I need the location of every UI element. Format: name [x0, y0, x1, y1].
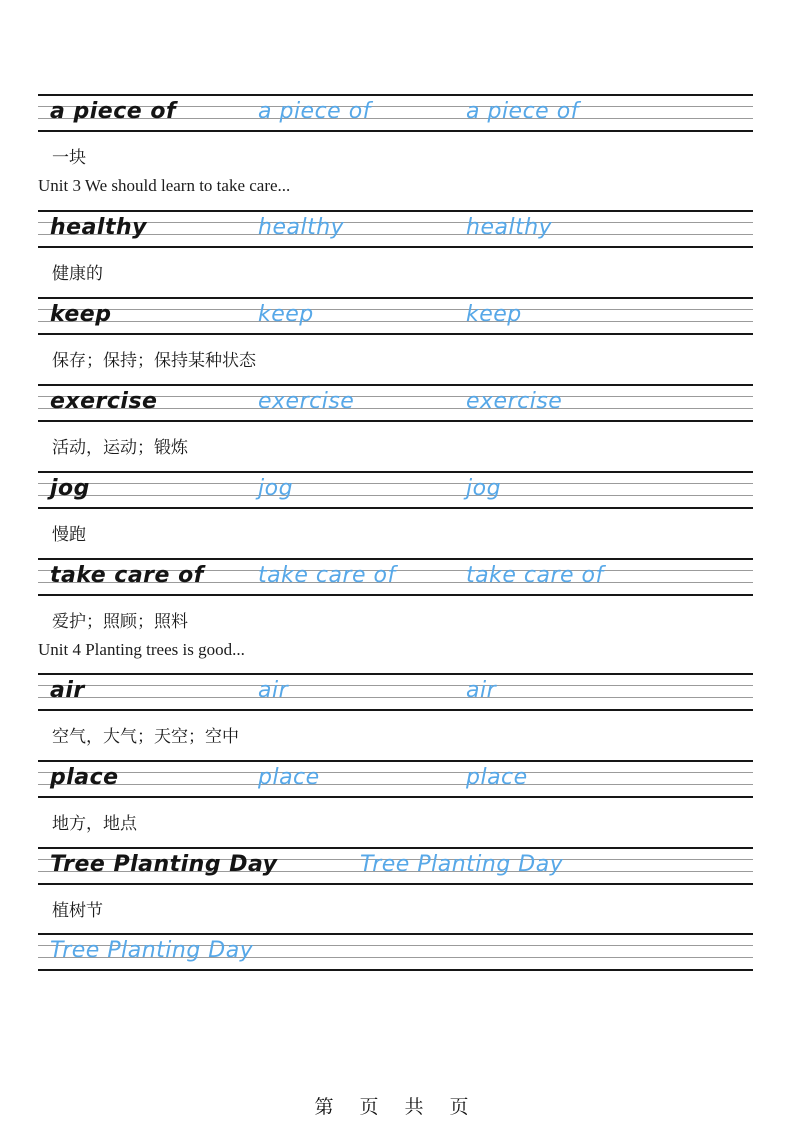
trace-word: air [466, 678, 497, 703]
meaning-text: 慢跑 [52, 525, 86, 545]
ruled-line-thick [38, 594, 753, 596]
ruled-line-thick [38, 969, 753, 971]
vocab-word: a piece of [50, 99, 177, 124]
trace-word: jog [466, 476, 502, 501]
vocab-word: Tree Planting Day [50, 852, 278, 877]
meaning-text: 植树节 [52, 901, 103, 921]
ruled-line-thick [38, 507, 753, 509]
ruled-line-thick [38, 471, 753, 473]
ruled-line-thick [38, 760, 753, 762]
meaning-text: 空气，大气；天空；空中 [52, 727, 239, 747]
ruled-line-thin [38, 495, 753, 496]
trace-word: jog [258, 476, 294, 501]
vocab-block [38, 471, 753, 545]
trace-word: place [258, 765, 320, 790]
ruled-line-thick [38, 333, 753, 335]
vocab-word: exercise [50, 389, 158, 414]
ruled-line-thin [38, 697, 753, 698]
ruled-line-thick [38, 297, 753, 299]
ruled-line-thick [38, 796, 753, 798]
ruled-line-thin [38, 685, 753, 686]
vocab-block [38, 210, 753, 284]
trace-word: exercise [466, 389, 563, 414]
vocab-word: jog [50, 476, 90, 501]
ruled-line-thick [38, 420, 753, 422]
trace-word: a piece of [258, 99, 371, 124]
vocab-word: air [50, 678, 85, 703]
vocab-block [38, 297, 753, 371]
meaning-text: 一块 [52, 148, 86, 168]
vocab-word: take care of [50, 563, 204, 588]
vocab-block [38, 558, 753, 659]
ruled-line-thick [38, 246, 753, 248]
vocab-word: keep [50, 302, 112, 327]
unit-header: Unit 4 Planting trees is good... [38, 640, 245, 659]
trace-word: take care of [258, 563, 396, 588]
meaning-text: 保存；保持；保持某种状态 [52, 351, 256, 371]
ruled-line-thick [38, 130, 753, 132]
trace-word: take care of [466, 563, 604, 588]
trace-word: place [466, 765, 528, 790]
trace-word: healthy [258, 215, 345, 240]
vocab-word: healthy [50, 215, 147, 240]
trace-word: air [258, 678, 289, 703]
unit-header: Unit 3 We should learn to take care... [38, 176, 291, 195]
trace-word: exercise [258, 389, 355, 414]
vocab-block [38, 94, 753, 195]
meaning-text: 健康的 [52, 264, 103, 284]
vocab-block [38, 673, 753, 747]
vocab-block [38, 933, 753, 969]
trace-word: Tree Planting Day [360, 852, 564, 877]
trace-word: keep [258, 302, 314, 327]
trace-word: a piece of [466, 99, 579, 124]
vocab-block [38, 384, 753, 458]
vocab-word: place [50, 765, 119, 790]
ruled-line-thick [38, 709, 753, 711]
trace-word: keep [466, 302, 522, 327]
ruled-line-thin [38, 309, 753, 310]
ruled-line-thin [38, 483, 753, 484]
ruled-line-thin [38, 784, 753, 785]
ruled-line-thin [38, 321, 753, 322]
vocab-block [38, 847, 753, 921]
trace-word: healthy [466, 215, 553, 240]
ruled-line-thick [38, 673, 753, 675]
vocab-block [38, 760, 753, 834]
ruled-line-thick [38, 883, 753, 885]
page-footer: 第 页 共 页 [314, 1096, 479, 1118]
meaning-text: 地方，地点 [52, 814, 137, 834]
meaning-text: 活动，运动；锻炼 [52, 438, 188, 458]
ruled-line-thin [38, 772, 753, 773]
meaning-text: 爱护；照顾；照料 [52, 612, 188, 632]
trace-word: Tree Planting Day [50, 938, 254, 963]
